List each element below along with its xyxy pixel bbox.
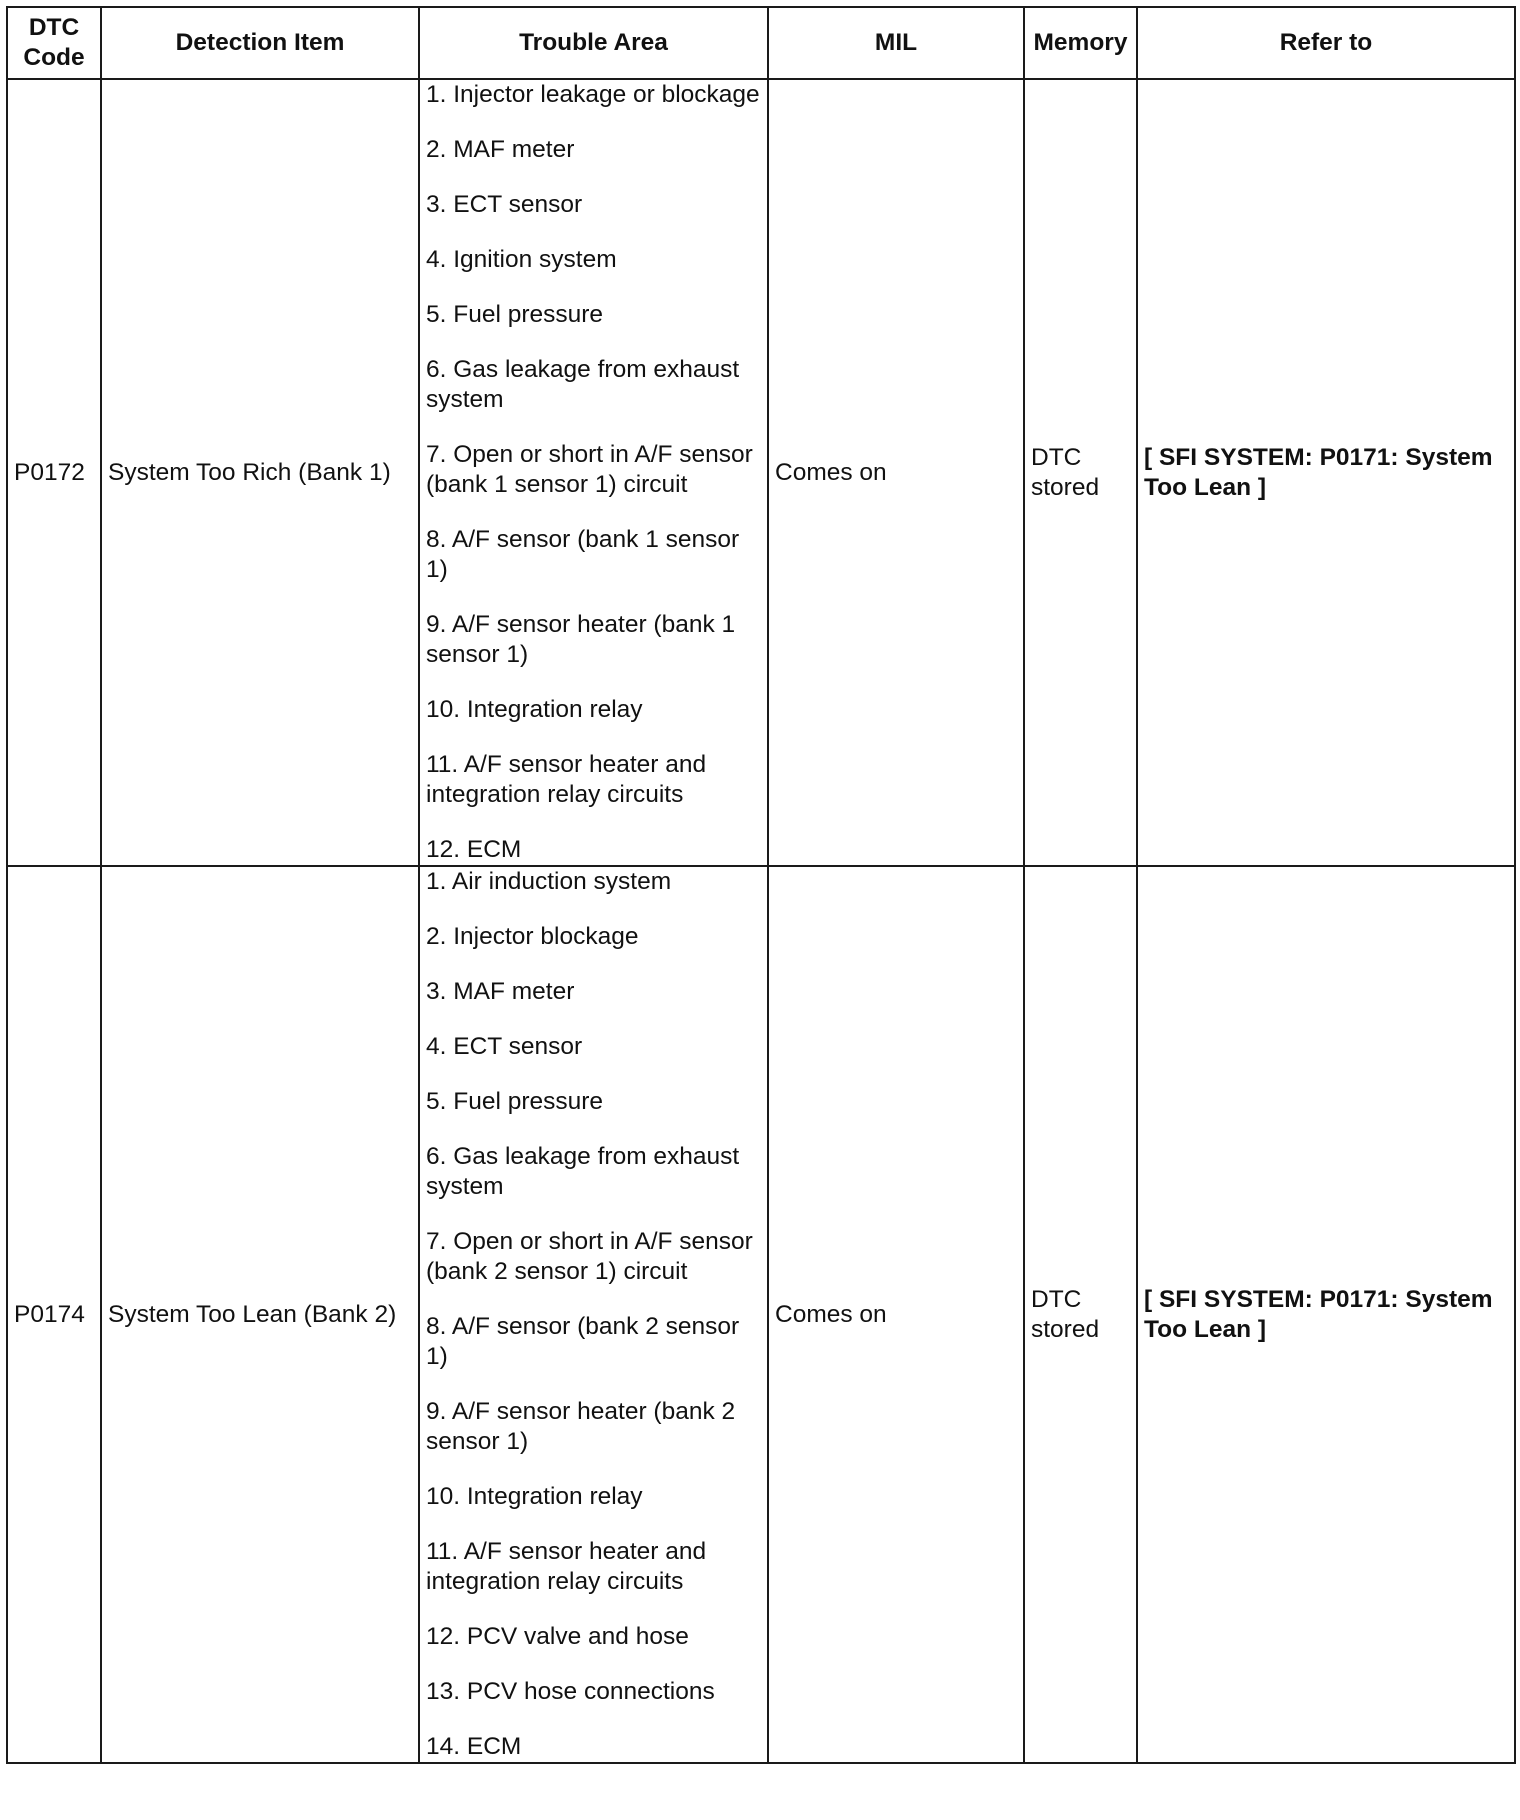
trouble-area-item: 5. Fuel pressure xyxy=(426,301,604,328)
header-detection-item: Detection Item xyxy=(101,7,419,79)
trouble-area-item: 6. Gas leakage from exhaust system xyxy=(426,1143,740,1200)
trouble-area-item: 2. MAF meter xyxy=(426,136,575,163)
header-trouble-area: Trouble Area xyxy=(419,7,768,79)
trouble-area-list xyxy=(426,867,761,1762)
dtc-code-cell: P0174 xyxy=(7,866,101,1763)
trouble-area-item: 3. ECT sensor xyxy=(426,191,583,218)
header-mil: MIL xyxy=(768,7,1024,79)
detection-item-cell: System Too Rich (Bank 1) xyxy=(101,79,419,866)
trouble-area-item: 11. A/F sensor heater and integration relay circuits xyxy=(426,751,707,808)
trouble-area-item: 5. Fuel pressure xyxy=(426,1088,604,1115)
mil-cell: Comes on xyxy=(768,79,1024,866)
refer-to-link[interactable]: [ SFI SYSTEM: P0171: System Too Lean ] xyxy=(1137,866,1515,1763)
memory-cell: DTC stored xyxy=(1024,866,1137,1763)
trouble-area-item: 4. ECT sensor xyxy=(426,1033,583,1060)
dtc-code-cell: P0172 xyxy=(7,79,101,866)
trouble-area-item: 3. MAF meter xyxy=(426,978,575,1005)
header-memory: Memory xyxy=(1024,7,1137,79)
trouble-area-item: 7. Open or short in A/F sensor (bank 2 sensor 1) circuit xyxy=(426,1228,753,1285)
trouble-area-item: 10. Integration relay xyxy=(426,696,643,723)
header-row xyxy=(7,7,1515,79)
trouble-area-item: 8. A/F sensor (bank 1 sensor 1) xyxy=(426,526,740,583)
trouble-area-item: 11. A/F sensor heater and integration relay circuits xyxy=(426,1538,707,1595)
trouble-area-item: 2. Injector blockage xyxy=(426,923,639,950)
table-row xyxy=(7,79,1515,866)
trouble-area-item: 7. Open or short in A/F sensor (bank 1 sensor 1) circuit xyxy=(426,441,753,498)
trouble-area-item: 4. Ignition system xyxy=(426,246,617,273)
trouble-area-item: 1. Air induction system xyxy=(426,868,672,895)
trouble-area-item: 9. A/F sensor heater (bank 2 sensor 1) xyxy=(426,1398,736,1455)
detection-item-cell: System Too Lean (Bank 2) xyxy=(101,866,419,1763)
dtc-table xyxy=(6,6,1516,1764)
mil-cell: Comes on xyxy=(768,866,1024,1763)
trouble-area-item: 13. PCV hose connections xyxy=(426,1678,715,1705)
trouble-area-cell xyxy=(419,866,768,1763)
memory-cell: DTC stored xyxy=(1024,79,1137,866)
trouble-area-cell xyxy=(419,79,768,866)
table-row xyxy=(7,866,1515,1763)
header-dtc-code: DTC Code xyxy=(7,7,101,79)
trouble-area-item: 1. Injector leakage or blockage xyxy=(426,81,760,108)
trouble-area-item: 12. ECM xyxy=(426,836,522,863)
trouble-area-item: 14. ECM xyxy=(426,1733,522,1760)
trouble-area-item: 10. Integration relay xyxy=(426,1483,643,1510)
refer-to-link[interactable]: [ SFI SYSTEM: P0171: System Too Lean ] xyxy=(1137,79,1515,866)
trouble-area-item: 9. A/F sensor heater (bank 1 sensor 1) xyxy=(426,611,736,668)
trouble-area-item: 12. PCV valve and hose xyxy=(426,1623,689,1650)
trouble-area-list xyxy=(426,80,761,865)
header-refer-to: Refer to xyxy=(1137,7,1515,79)
trouble-area-item: 8. A/F sensor (bank 2 sensor 1) xyxy=(426,1313,740,1370)
trouble-area-item: 6. Gas leakage from exhaust system xyxy=(426,356,740,413)
